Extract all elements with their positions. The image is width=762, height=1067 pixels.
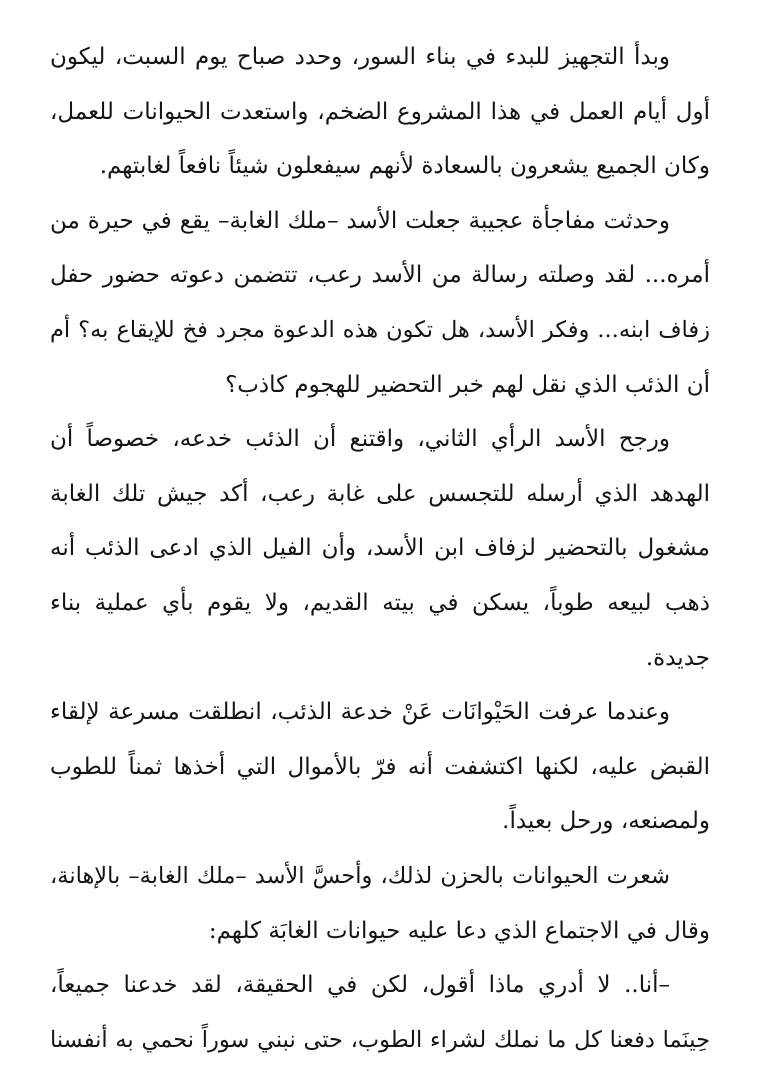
text-line: وقال في الاجتماع الذي دعا عليه حيوانات الغابَة كلهم: xyxy=(208,917,710,944)
text-line: زفاف ابنه... وفكر الأسد، هل تكون هذه الدعوة مجرد فخ للإيقاع به؟ أم xyxy=(50,316,710,343)
text-line: ولمصنعه، ورحل بعيداً. xyxy=(502,808,710,835)
text-line: جديدة. xyxy=(645,644,710,671)
text-line: القبض عليه، لكنها اكتشفت أنه فرّ بالأموال التي أخذها ثمناً للطوب xyxy=(50,753,710,780)
text-line: حِينَما دفعنا كل ما نملك لشراء الطوب، حتى نبني سوراً نحمي به أنفسنا xyxy=(50,1026,710,1053)
text-line: وعندما عرفت الحَيْوانَات عَنْ خدعة الذئب، انطلقت مسرعة لإلقاء xyxy=(50,699,670,726)
text-line: شعرت الحيوانات بالحزن لذلك، وأحسَّ الأسد –ملك الغابة– بالإهانة، xyxy=(50,862,670,889)
text-line: –أنا.. لا أدري ماذا أقول، لكن في الحقيقة، لقد خدعنا جميعاً، xyxy=(50,972,670,999)
text-line: مشغول بالتحضير لزفاف ابن الأسد، وأن الفيل الذي ادعى الذئب أنه xyxy=(50,535,710,562)
text-line: وحدثت مفاجأة عجيبة جعلت الأسد –ملك الغابة– يقع في حيرة من xyxy=(50,207,670,234)
text-line: أن الذئب الذي نقل لهم خبر التحضير للهجوم كاذب؟ xyxy=(225,371,710,398)
text-line: وبدأ التجهيز للبدء في بناء السور، وحدد صباح يوم السبت، ليكون xyxy=(50,44,670,70)
text-line: الهدهد الذي أرسله للتجسس على غابة رعب، أكد جيش تلك الغابة xyxy=(50,480,710,507)
text-line: ذهب لبيعه طوباً، يسكن في بيته القديم، ولا يقوم بأي عملية بناء xyxy=(50,589,710,616)
text-line: أمره... لقد وصلته رسالة من الأسد رعب، تتضمن دعوته حضور حفل xyxy=(50,262,710,289)
page-text xyxy=(50,30,710,1067)
text-line: أول أيام العمل في هذا المشروع الضخم، واستعدت الحيوانات للعمل، xyxy=(50,98,710,125)
text-line: ورجح الأسد الرأي الثاني، واقتنع أن الذئب خدعه، خصوصاً أن xyxy=(50,426,670,453)
text-line: وكان الجميع يشعرون بالسعادة لأنهم سيفعلون شيئاً نافعاً لغابتهم. xyxy=(99,153,710,180)
